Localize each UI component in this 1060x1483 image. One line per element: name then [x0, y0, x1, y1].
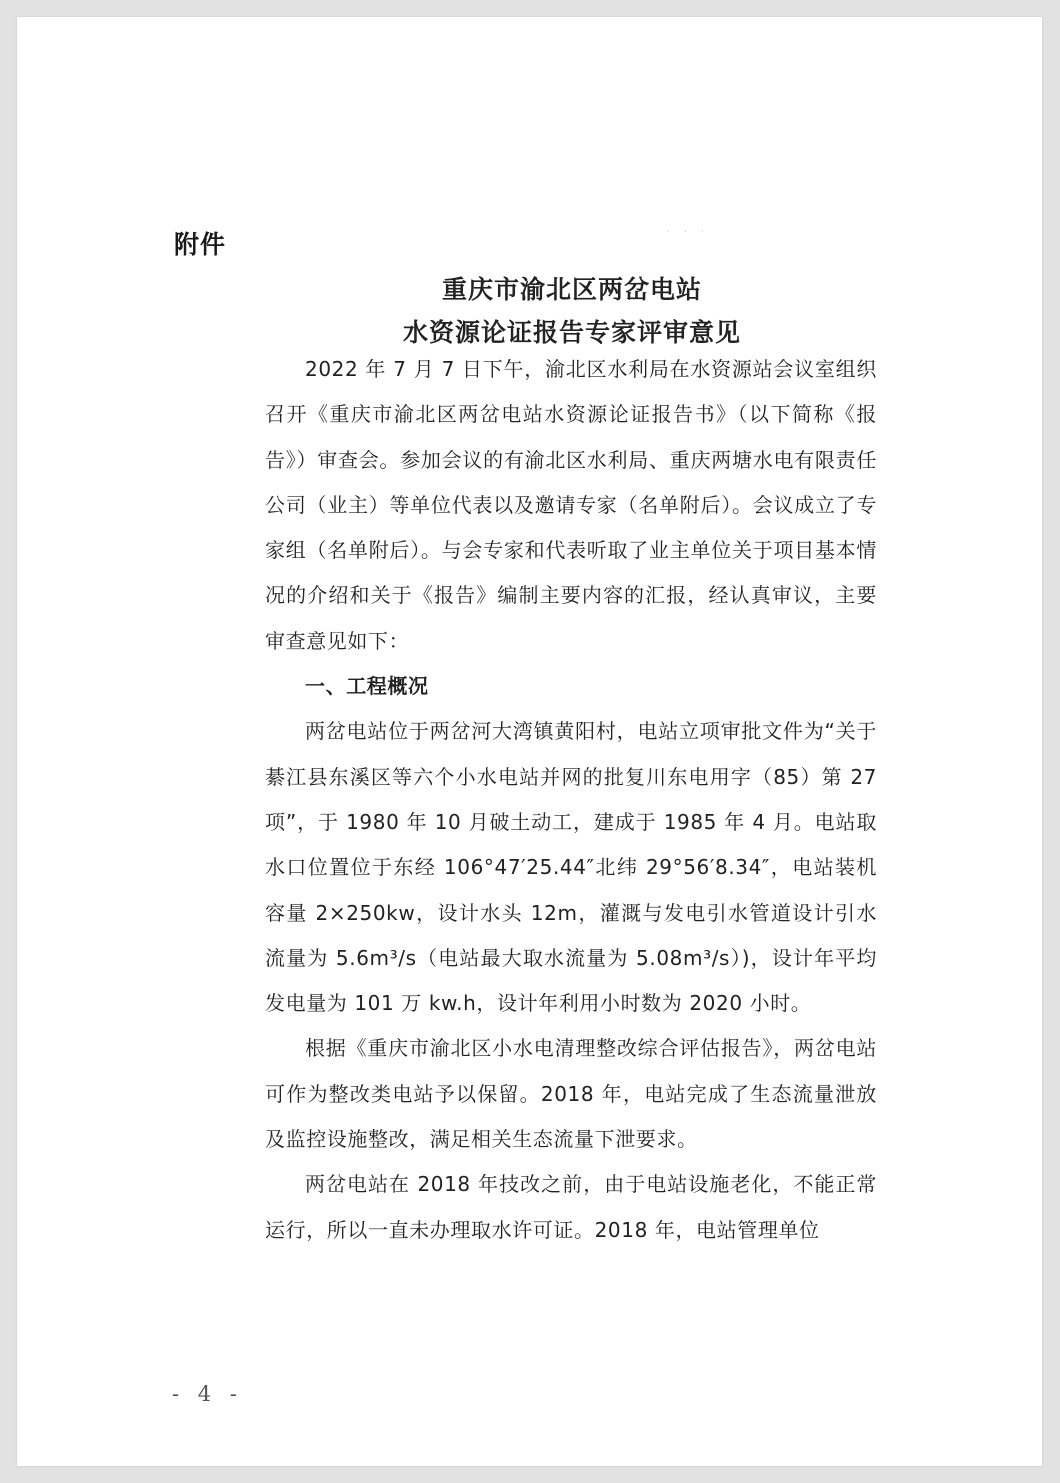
overview-paragraph-2: 根据《重庆市渝北区小水电清理整改综合评估报告》，两岔电站可作为整改类电站予以保留。2018 年，电站完成了生态流量泄放及监控设施整改，满足相关生态流量下泄要求。	[265, 1036, 877, 1152]
document-title-line1: 重庆市渝北区两岔电站	[441, 275, 702, 304]
intro-paragraph: 2022 年 7 月 7 日下午，渝北区水利局在水资源站会议室组织召开《重庆市渝北区两岔电站水资源论证报告书》（以下简称《报告》）审查会。参加会议的有渝北区水利局、重庆两塘水电有限责任公司（业主）等单位代表以及邀请专家（名单附后）。会议成立了专家组（名单附后）。与会专家和代表听取了业主单位关于项目基本情况的介绍和关于《报告》编制主要内容的汇报，经认真审议，主要审查意见如下：	[265, 357, 877, 653]
overview-paragraph-1: 两岔电站位于两岔河大湾镇黄阳村，电站立项审批文件为“关于綦江县东溪区等六个小水电站并网的批复川东电用字（85）第 27 项”，于 1980 年 10 月破土动工，建成于 1985 年 4 月。电站取水口位置位于东经 106°47′25.44″北纬 29°56′8.34″，电站装机容量 2×250kw，设计水头 12m，灌溉与发电引水管道设计引水流量为 5.6m³/s（电站最大取水流量为 5.08m³/s）)，设计年平均发电量为 101 万 kw.h，设计年利用小时数为 2020 小时。	[265, 719, 877, 1016]
attachment-label: 附件	[174, 230, 227, 259]
document-body	[265, 347, 877, 1253]
scan-speck: · · ·	[667, 227, 710, 236]
document-title-line2: 水资源论证报告专家评审意见	[402, 318, 741, 347]
overview-paragraph-3: 两岔电站在 2018 年技改之前，由于电站设施老化，不能正常运行，所以一直未办理取水许可证。2018 年，电站管理单位	[265, 1172, 877, 1242]
section-heading-project-overview: 一、工程概况	[305, 674, 429, 699]
page-number: - 4 -	[172, 1382, 243, 1406]
document-page	[17, 17, 1042, 1466]
